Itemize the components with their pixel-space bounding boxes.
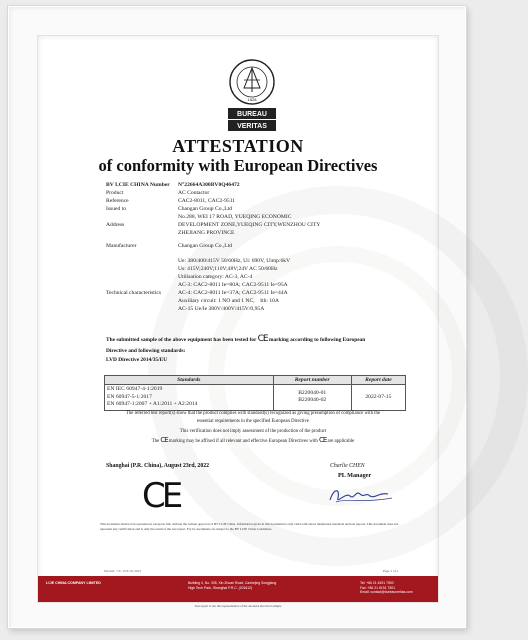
tech-line: Utilisation category: AC-3, AC-4: [178, 274, 253, 280]
report-date-cell: 2022-07-15: [351, 385, 405, 411]
compliance-paragraph-2: essential requirements in the specified European Directive: [197, 419, 309, 424]
footer-contact: [360, 581, 413, 595]
footer-fax: Fax: +86 21 6191 7501: [360, 585, 395, 590]
field-value-issued-to: Changan Group Co.,Ltd: [178, 206, 233, 212]
standard-item: EN 60947-1:2007 + A1:2011 + A2:2014: [107, 401, 198, 408]
report-number: B220040-02: [298, 397, 327, 404]
footer-bar: [38, 576, 438, 602]
field-value-reference: CAC2-8011, CAC2-9511: [178, 198, 236, 204]
document-title: ATTESTATION: [172, 136, 304, 156]
col-header-standards: Standards: [105, 376, 274, 385]
bureau-veritas-logo: [224, 58, 280, 136]
svg-text:VERITAS: VERITAS: [237, 123, 267, 130]
p4-part-c: are applicable: [327, 439, 355, 444]
footer-company: LCIE CHINA COMPANY LIMITED: [46, 581, 101, 585]
p4-part-b: marking may be affixed if all relevant and effective European Directives with: [168, 439, 318, 444]
test-statement: [106, 334, 365, 344]
col-header-report-date: Report date: [351, 376, 405, 385]
report-number-cell: [273, 385, 351, 411]
footer-tel: Tel: +86 21 6191 7500: [360, 581, 394, 585]
tech-line: Auxiliary circuit: 1 NO and 1 NC, Ith: 10A: [178, 298, 279, 304]
standards-table: [104, 375, 406, 411]
handwritten-signature: [326, 484, 396, 506]
under-footer-note: Test report is not the representative of the deciaerd electrical sample: [194, 604, 282, 608]
compliance-paragraph-3: This verification does not imply assessment of the production of the product: [179, 429, 327, 434]
ce-mark-small-3: CE: [318, 436, 327, 444]
ce-mark-large: CE: [142, 476, 180, 516]
field-value-address-line1: No.288, WEI 17 ROAD, YUEQING ECONOMIC: [178, 214, 292, 220]
tech-line: AC-15 Ue/Ie 380V/400V/415V/0,95A: [178, 306, 265, 312]
field-value-product: AC Contactor: [178, 190, 210, 196]
footer-address-line2: High Tech Park, Shanghai P.R.C. (201612): [188, 585, 253, 590]
field-label-technical: Technical characteristics: [106, 290, 162, 296]
tech-line: Ue: 380/400/415V 50/60Hz, Ui: 690V, Uimp:6kV: [178, 258, 291, 264]
statement-lvd: LVD Directive 2014/35/EU: [106, 357, 168, 363]
footer-address-line1: Building 4, No. 335, Xin Zhuan Road, Caohejing Songjiang: [188, 581, 277, 585]
page-number: Page 1 of 1: [383, 569, 399, 573]
compliance-paragraph-4: [108, 437, 398, 445]
standard-item: EN IEC 60947-4-1:2019: [107, 386, 163, 392]
table-row: [105, 385, 406, 411]
legal-footnote: This document shall not be reproduced, except in full, without the written approval of BV LCIE China. Information given in this document is only valid with above mentioned standards and test reports. This document does not represent any certification and is only the result of the test report. For its documents are subject to the BV LCIE China Conditions.: [100, 522, 399, 531]
ce-mark-small: CE: [257, 334, 268, 344]
tech-line: Us: 415V;240V;110V;48V;24V AC 50/60Hz: [178, 266, 278, 272]
field-label-issued-to: Issued to: [106, 206, 127, 212]
compliance-paragraph-1: The referred test report(s) show that the product complies with standard(s) recognized as giving presumption of compliance with the: [125, 411, 381, 416]
statement-part1: The submitted sample of the above equipment has been tested for: [106, 337, 257, 343]
statement-part2: marking according to following European: [268, 337, 366, 343]
document-version: Version: 7.6 - Feb 19, 2021: [104, 569, 142, 573]
field-value-number: N°22664A300BV0Q46472: [178, 182, 240, 188]
footer-email: Email: contact@bureauveritas.com: [360, 590, 413, 595]
statement-directive-line: Directive and following standards:: [106, 348, 186, 354]
col-header-report-number: Report number: [273, 376, 351, 385]
svg-text:1828: 1828: [247, 97, 257, 102]
field-value-manufacturer: Changan Group Co.,Ltd: [178, 243, 233, 249]
p4-part-a: The: [151, 439, 160, 444]
document-subtitle: of conformity with European Directives: [98, 156, 378, 175]
field-value-address-line3: ZHEJIANG PROVINCE: [178, 230, 235, 236]
report-number: B220040-01: [298, 389, 327, 396]
ce-mark-small-2: CE: [160, 436, 168, 444]
field-label-number: BV LCIE CHINA Number: [106, 182, 170, 188]
field-value-address-line2: DEVELOPMENT ZONE,YUEQING CITY,WENZHOU CITY: [178, 222, 321, 228]
standard-item: EN 60947-5-1:2017: [107, 393, 152, 400]
signer-name: Charlie CHEN: [330, 463, 365, 469]
svg-text:BUREAU: BUREAU: [237, 111, 267, 118]
standards-cell: [105, 385, 274, 411]
field-label-address: Address: [106, 222, 125, 228]
field-label-product: Product: [106, 190, 124, 196]
field-label-manufacturer: Manufacturer: [106, 243, 137, 249]
footer-address: [188, 581, 276, 590]
issue-place-date: Shanghai (P.R. China), August 23rd, 2022: [106, 463, 210, 469]
certificate-document: [38, 36, 438, 608]
tech-line: AC-4: CAC2-8011 Ie=37A; CAC2-9511 Ie=44A: [178, 290, 288, 296]
tech-line: AC-3: CAC2-8011 Ie=80A; CAC2-9511 Ie=95A: [178, 282, 288, 288]
field-label-reference: Reference: [106, 198, 129, 204]
signer-role: PL Manager: [338, 472, 372, 479]
